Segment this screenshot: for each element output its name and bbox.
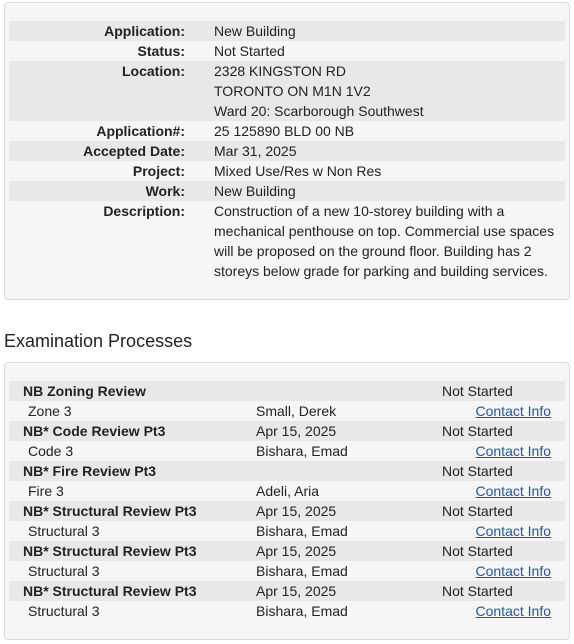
application-field-row [9, 21, 565, 41]
field-label: Status: [137, 43, 185, 59]
process-row [9, 581, 565, 601]
examination-processes-heading: Examination Processes [4, 331, 193, 351]
field-value: Mixed Use/Res w Non Res [214, 163, 382, 179]
field-value: Construction of a new 10-storey building with a [214, 203, 505, 219]
process-status: Not Started [442, 583, 513, 599]
process-examiner: Bishara, Emad [256, 603, 348, 619]
field-label: Accepted Date: [83, 143, 185, 159]
process-status: Not Started [442, 423, 513, 439]
application-field-row [9, 41, 565, 61]
process-detail-row [9, 401, 565, 421]
process-examiner: Bishara, Emad [256, 563, 348, 579]
field-value: will be proposed on the ground floor. Building has 2 [214, 243, 532, 259]
process-examiner: Bishara, Emad [256, 523, 348, 539]
field-label: Application#: [96, 123, 185, 139]
field-value: Ward 20: Scarborough Southwest [214, 103, 424, 119]
application-field-row [9, 141, 565, 161]
process-date: Apr 15, 2025 [256, 503, 337, 519]
field-value: 2328 KINGSTON RD [214, 63, 347, 79]
field-value: Not Started [214, 43, 285, 59]
process-date: Apr 15, 2025 [256, 423, 337, 439]
application-field-row [9, 201, 565, 281]
field-value: mechanical penthouse on top. Commercial use spaces [214, 223, 555, 239]
process-date: Apr 15, 2025 [256, 543, 337, 559]
process-name: NB* Structural Review Pt3 [23, 543, 197, 559]
application-details-panel [4, 2, 570, 300]
application-field-row [9, 121, 565, 141]
field-value: New Building [214, 183, 296, 199]
process-group: Structural 3 [28, 523, 100, 539]
contact-info-link[interactable]: Contact Info [475, 523, 551, 539]
process-status: Not Started [442, 383, 513, 399]
process-detail-row [9, 521, 565, 541]
field-value: 25 125890 BLD 00 NB [214, 123, 355, 139]
process-name: NB* Code Review Pt3 [23, 423, 166, 439]
process-row [9, 541, 565, 561]
process-group: Structural 3 [28, 603, 100, 619]
process-detail-row [9, 561, 565, 581]
application-field-row [9, 61, 565, 121]
process-examiner: Small, Derek [256, 403, 337, 419]
process-row [9, 501, 565, 521]
process-status: Not Started [442, 543, 513, 559]
process-row [9, 381, 565, 401]
field-label: Project: [132, 163, 185, 179]
process-examiner: Adeli, Aria [256, 483, 320, 499]
process-status: Not Started [442, 463, 513, 479]
field-label: Location: [122, 63, 185, 79]
contact-info-link[interactable]: Contact Info [475, 563, 551, 579]
application-field-row [9, 181, 565, 201]
process-name: NB Zoning Review [23, 383, 146, 399]
process-detail-row [9, 481, 565, 501]
examination-processes-panel [4, 362, 570, 640]
process-row [9, 461, 565, 481]
field-value: New Building [214, 23, 296, 39]
process-name: NB* Structural Review Pt3 [23, 583, 197, 599]
contact-info-link[interactable]: Contact Info [475, 443, 551, 459]
field-value: storeys below grade for parking and building services. [214, 263, 548, 279]
field-label: Description: [103, 203, 185, 219]
process-status: Not Started [442, 503, 513, 519]
process-group: Code 3 [28, 443, 74, 459]
field-value: TORONTO ON M1N 1V2 [214, 83, 371, 99]
process-row [9, 421, 565, 441]
application-field-row [9, 161, 565, 181]
field-label: Work: [145, 183, 185, 199]
contact-info-link[interactable]: Contact Info [475, 403, 551, 419]
process-date: Apr 15, 2025 [256, 583, 337, 599]
process-name: NB* Structural Review Pt3 [23, 503, 197, 519]
process-name: NB* Fire Review Pt3 [23, 463, 157, 479]
process-group: Structural 3 [28, 563, 100, 579]
process-group: Zone 3 [28, 403, 72, 419]
contact-info-link[interactable]: Contact Info [475, 603, 551, 619]
contact-info-link[interactable]: Contact Info [475, 483, 551, 499]
process-detail-row [9, 601, 565, 621]
process-examiner: Bishara, Emad [256, 443, 348, 459]
process-group: Fire 3 [28, 483, 64, 499]
process-detail-row [9, 441, 565, 461]
field-value: Mar 31, 2025 [214, 143, 297, 159]
field-label: Application: [104, 23, 185, 39]
